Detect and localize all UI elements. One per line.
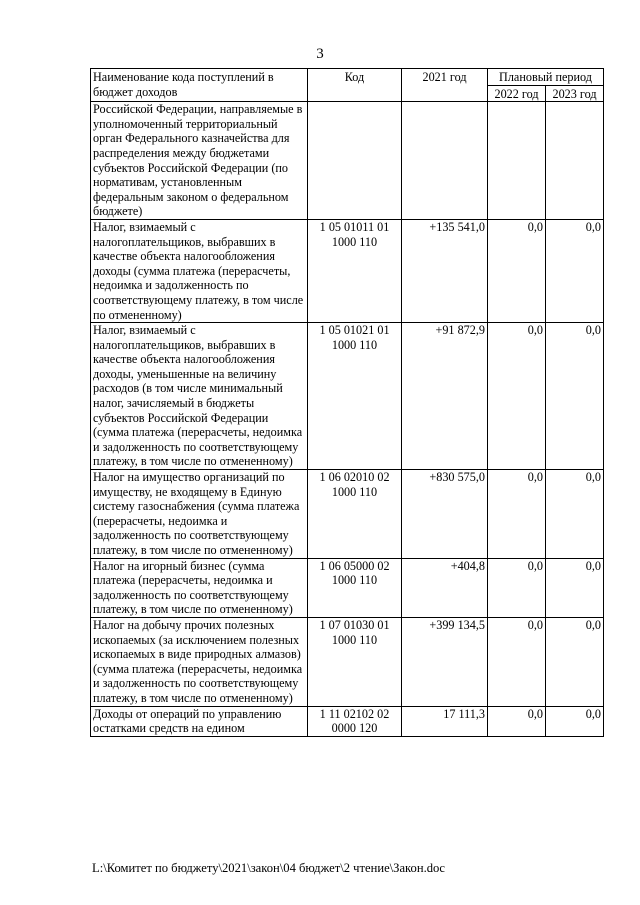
row-2023: 0,0	[546, 706, 604, 736]
row-2023: 0,0	[546, 617, 604, 706]
row-2021: +135 541,0	[402, 219, 488, 322]
table-row	[91, 617, 604, 706]
row-2023: 0,0	[546, 323, 604, 470]
page-number: 3	[316, 46, 324, 62]
row-2022: 0,0	[488, 470, 546, 559]
row-code: 1 11 02102 02 0000 120	[308, 706, 402, 736]
row-code	[308, 102, 402, 220]
row-2022: 0,0	[488, 558, 546, 617]
row-2021	[402, 102, 488, 220]
table-row	[91, 102, 604, 220]
table-row	[91, 470, 604, 559]
row-code: 1 07 01030 01 1000 110	[308, 617, 402, 706]
table-row	[91, 706, 604, 736]
header-2022: 2022 год	[488, 85, 546, 102]
row-2023: 0,0	[546, 470, 604, 559]
row-2023	[546, 102, 604, 220]
row-name: Налог на игорный бизнес (сумма платежа (перерасчеты, недоимка и задолженность по соответствующему платежу, в том числе по отмененному)	[91, 558, 308, 617]
header-2021: 2021 год	[402, 69, 488, 102]
row-name: Налог на добычу прочих полезных ископаемых (за исключением полезных ископаемых в виде природных алмазов) (сумма платежа (перерасчеты, недоимка и задолженность по соответствующему платежу, в том числе по отмененному)	[91, 617, 308, 706]
row-2022: 0,0	[488, 219, 546, 322]
row-2021: +830 575,0	[402, 470, 488, 559]
row-code: 1 06 05000 02 1000 110	[308, 558, 402, 617]
footer-file-path: L:\Комитет по бюджету\2021\закон\04 бюджет\2 чтение\Закон.doc	[92, 861, 445, 875]
row-name: Налог на имущество организаций по имуществу, не входящему в Единую систему газоснабжения (сумма платежа (перерасчеты, недоимка и задолженность по соответствующему платежу, в том числе по отмененному)	[91, 470, 308, 559]
row-2021: 17 111,3	[402, 706, 488, 736]
header-name: Наименование кода поступлений в бюджет доходов	[91, 69, 308, 102]
revenue-table	[90, 68, 604, 737]
row-2022: 0,0	[488, 617, 546, 706]
row-2022	[488, 102, 546, 220]
row-2023: 0,0	[546, 219, 604, 322]
header-2023: 2023 год	[546, 85, 604, 102]
row-code: 1 05 01011 01 1000 110	[308, 219, 402, 322]
header-planned-period: Плановый период	[488, 69, 604, 86]
row-2021: +399 134,5	[402, 617, 488, 706]
row-2022: 0,0	[488, 706, 546, 736]
row-code: 1 05 01021 01 1000 110	[308, 323, 402, 470]
row-code: 1 06 02010 02 1000 110	[308, 470, 402, 559]
table-header-row	[91, 69, 604, 86]
row-2021: +91 872,9	[402, 323, 488, 470]
row-name: Налог, взимаемый с налогоплательщиков, выбравших в качестве объекта налогообложения доходы (сумма платежа (перерасчеты, недоимка и задолженность по соответствующему платежу, в том числе по отмененному)	[91, 219, 308, 322]
row-2021: +404,8	[402, 558, 488, 617]
table-row	[91, 323, 604, 470]
row-name: Доходы от операций по управлению остатками средств на едином	[91, 706, 308, 736]
table-row	[91, 219, 604, 322]
row-2023: 0,0	[546, 558, 604, 617]
table-row	[91, 558, 604, 617]
row-name: Российской Федерации, направляемые в уполномоченный территориальный орган Федерального казначейства для распределения между бюджетами субъектов Российской Федерации (по нормативам, установленным федеральным законом о федеральном бюджете)	[91, 102, 308, 220]
row-name: Налог, взимаемый с налогоплательщиков, выбравших в качестве объекта налогообложения доходы, уменьшенные на величину расходов (в том числе минимальный налог, зачисляемый в бюджеты субъектов Российской Федерации (сумма платежа (перерасчеты, недоимка и задолженность по соответствующему платежу, в том числе по отмененному)	[91, 323, 308, 470]
row-2022: 0,0	[488, 323, 546, 470]
header-code: Код	[308, 69, 402, 102]
